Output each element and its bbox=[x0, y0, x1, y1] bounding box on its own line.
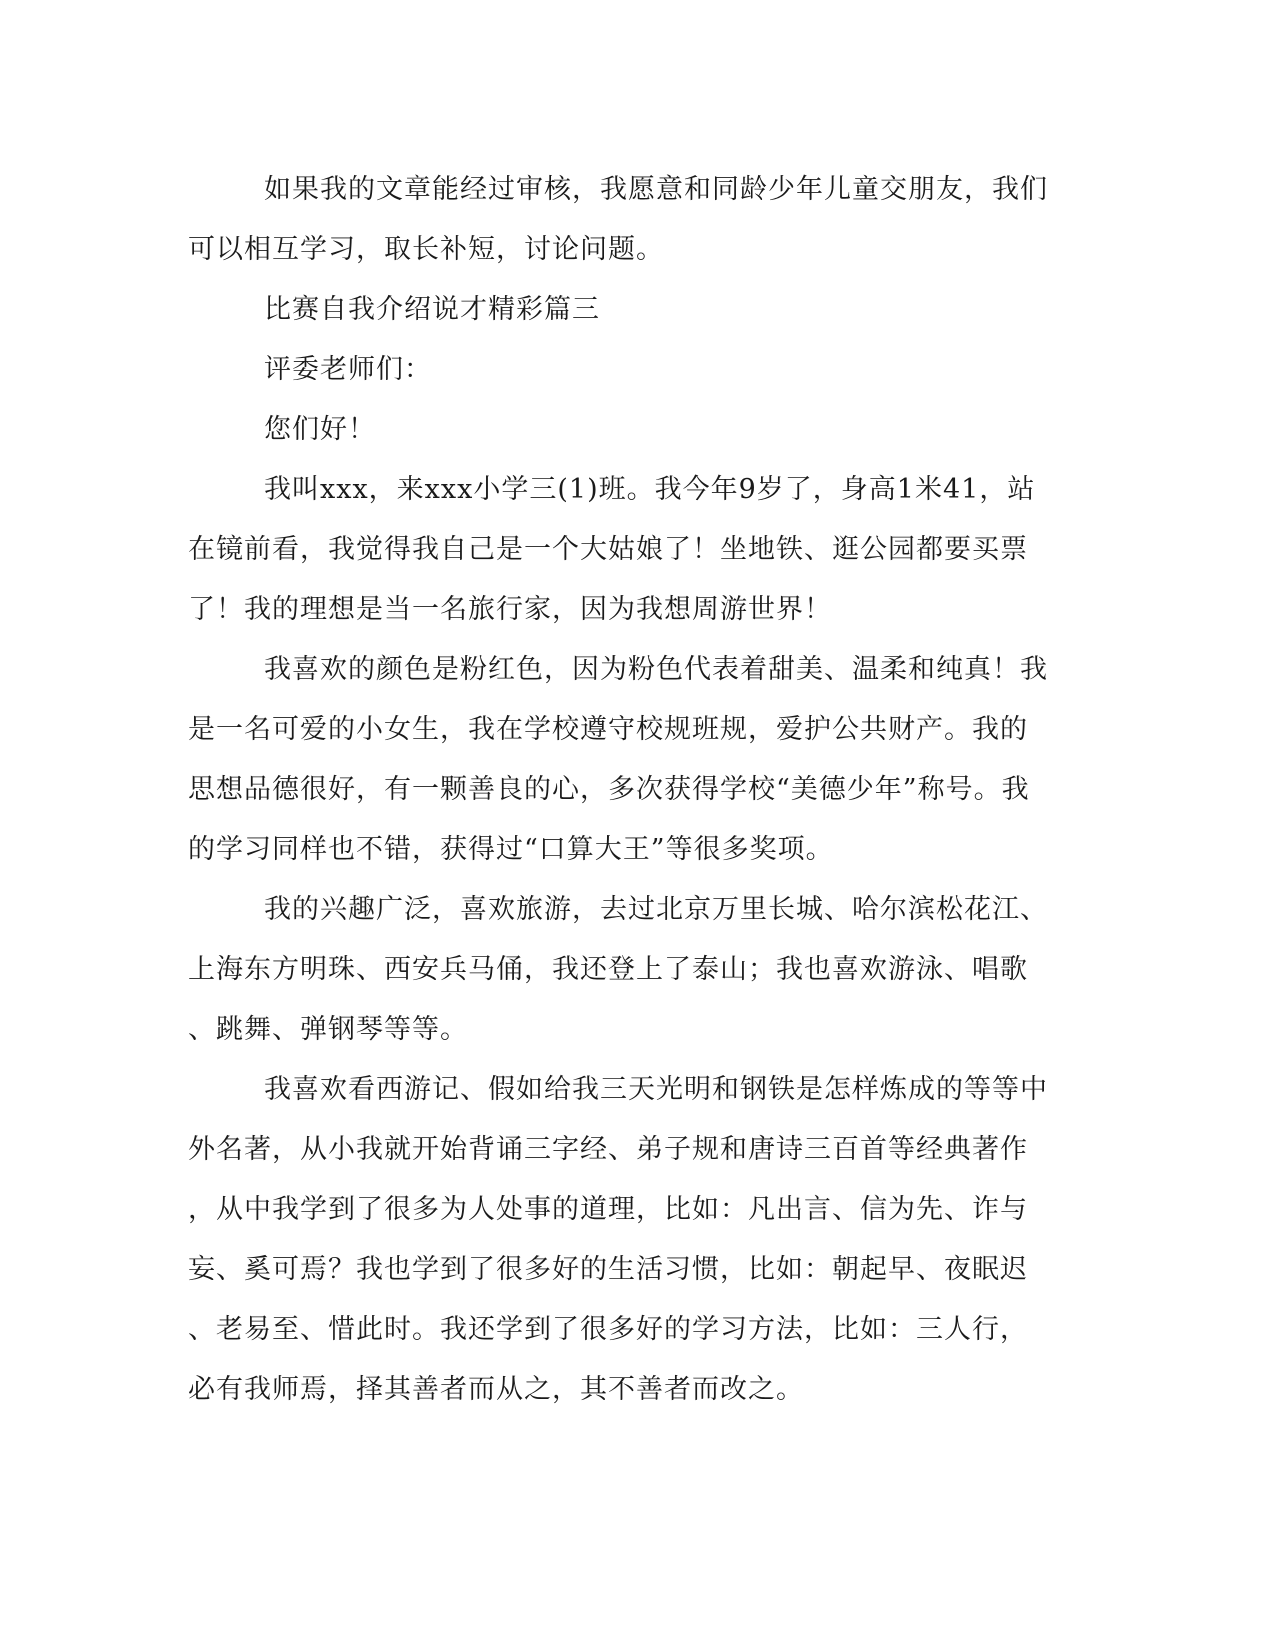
text-line: 比赛自我介绍说才精彩篇三 bbox=[264, 294, 600, 325]
text-line: 是一名可爱的小女生，我在学校遵守校规班规，爱护公共财产。我的 bbox=[188, 714, 1028, 745]
text-line: 我的兴趣广泛，喜欢旅游，去过北京万里长城、哈尔滨松花江、 bbox=[264, 894, 1048, 925]
text-line: 我喜欢的颜色是粉红色，因为粉色代表着甜美、温柔和纯真！我 bbox=[264, 654, 1048, 685]
paragraph bbox=[188, 460, 1078, 640]
text-line: ，从中我学到了很多为人处事的道理，比如：凡出言、信为先、诈与 bbox=[188, 1194, 1028, 1225]
text-line: 思想品德很好，有一颗善良的心，多次获得学校“美德少年”称号。我 bbox=[188, 774, 1030, 805]
text-line: 您们好！ bbox=[264, 414, 376, 445]
text-line: 评委老师们： bbox=[264, 354, 432, 385]
document-body bbox=[188, 160, 1078, 1420]
greeting bbox=[188, 400, 1078, 460]
text-line: 我叫xxx，来xxx小学三(1)班。我今年9岁了，身高1米41，站 bbox=[264, 474, 1036, 505]
text-line: 我喜欢看西游记、假如给我三天光明和钢铁是怎样炼成的等等中 bbox=[264, 1074, 1048, 1105]
paragraph bbox=[188, 1060, 1078, 1420]
text-line: 如果我的文章能经过审核，我愿意和同龄少年儿童交朋友，我们 bbox=[264, 174, 1048, 205]
text-line: 、老易至、惜此时。我还学到了很多好的学习方法，比如：三人行， bbox=[188, 1314, 1028, 1345]
salutation bbox=[188, 340, 1078, 400]
text-line: 妄、奚可焉？我也学到了很多好的生活习惯，比如：朝起早、夜眠迟 bbox=[188, 1254, 1028, 1285]
text-line: 、跳舞、弹钢琴等等。 bbox=[188, 1014, 468, 1045]
text-line: 在镜前看，我觉得我自己是一个大姑娘了！坐地铁、逛公园都要买票 bbox=[188, 534, 1028, 565]
text-line: 上海东方明珠、西安兵马俑，我还登上了泰山；我也喜欢游泳、唱歌 bbox=[188, 954, 1028, 985]
text-line: 外名著，从小我就开始背诵三字经、弟子规和唐诗三百首等经典著作 bbox=[188, 1134, 1028, 1165]
section-heading bbox=[188, 280, 1078, 340]
paragraph bbox=[188, 160, 1078, 280]
text-line: 必有我师焉，择其善者而从之，其不善者而改之。 bbox=[188, 1374, 804, 1405]
text-line: 可以相互学习，取长补短，讨论问题。 bbox=[188, 234, 664, 265]
text-line: 了！我的理想是当一名旅行家，因为我想周游世界！ bbox=[188, 594, 832, 625]
text-line: 的学习同样也不错，获得过“口算大王”等很多奖项。 bbox=[188, 834, 834, 865]
paragraph bbox=[188, 640, 1078, 880]
paragraph bbox=[188, 880, 1078, 1060]
